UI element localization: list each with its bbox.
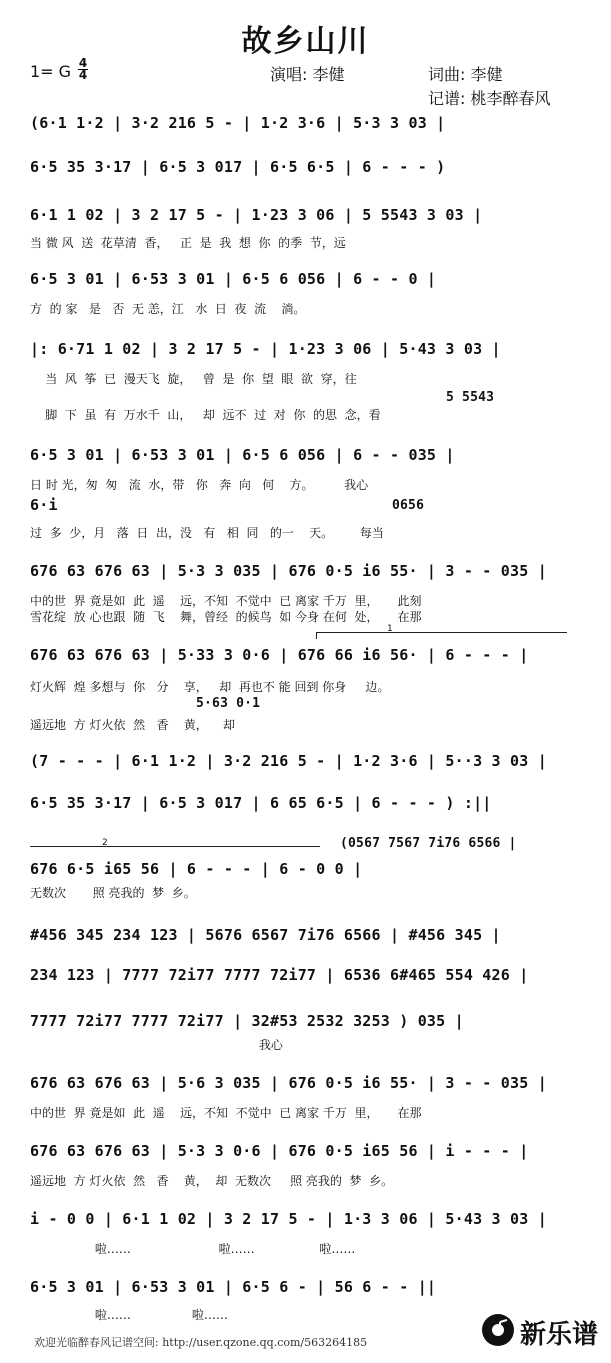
notation-line [30,926,611,958]
notation-text: (6·1 1·2 | 3·2 216 5 - | 1·2 3·6 | 5·3 3 03 | [30,114,446,132]
notation-text: 676 63 676 63 | 5·3 3 035 | 676 0·5 i6 55· | 3 - - 035 | [30,562,547,580]
lyric-line: 当 风 筝 已 漫天飞 旋， 曾 是 你 望 眼 欲 穿，往 [30,372,357,386]
logo-text: 新乐谱 [520,1320,599,1350]
lyric-line: 我心 [30,1038,283,1052]
notation-line [30,158,611,190]
notation-line [30,1074,611,1106]
notation-text: 6·i [30,496,58,514]
transcriber-credit: 记谱: 桃李醉春风 [428,89,551,108]
notation-text: #456 345 234 123 | 5676 6567 7i76 6566 | #456 345 | [30,926,501,944]
volta-first-ending [316,624,567,639]
notation-line [30,562,611,594]
notation-line [30,446,611,478]
notation-line [30,1210,611,1242]
notation-text: 6·5 3 01 | 6·53 3 01 | 6·5 6 - | 56 6 - - || [30,1278,437,1296]
lyric-line: 啦…… 啦…… [30,1308,228,1322]
time-signature-top: 4 [78,56,88,70]
music-disc-icon [480,1312,516,1348]
notation-text: 676 63 676 63 | 5·6 3 035 | 676 0·5 i6 55· | 3 - - 035 | [30,1074,547,1092]
volta-second-ending [30,838,320,853]
notation-text: i - 0 0 | 6·1 1 02 | 3 2 17 5 - | 1·3 3 06 | 5·43 3 03 | [30,1210,547,1228]
notation-line [30,114,611,146]
lyric-line: 遥远地 方 灯火依 然 香 黄， 却 [30,718,236,732]
notation-line [30,1142,611,1174]
lyric-line: 中的世 界 竟是如 此 遥 远，不知 不觉中 已 离家 千万 里， 在那 [30,1106,422,1120]
notation-line [30,752,611,784]
footer-credit: 欢迎光临醉春风记谱空间: http://user.qzone.qq.com/563264185 [34,1336,368,1349]
notation-text: (7 - - - | 6·1 1·2 | 3·2 216 5 - | 1·2 3·6 | 5··3 3 03 | [30,752,547,770]
composer-credit: 词曲: 李健 [428,65,503,84]
site-logo [480,1308,606,1356]
lyric-line: 方 的 家 是 否 无 恙，江 水 日 夜 流 淌。 [30,302,306,316]
notation-text: 234 123 | 7777 72i77 7777 72i77 | 6536 6#465 554 426 | [30,966,529,984]
notation-line [30,270,611,302]
notation-text: |: 6·71 1 02 | 3 2 17 5 - | 1·23 3 06 | 5·43 3 03 | [30,340,501,358]
notation-text: 6·5 3 01 | 6·53 3 01 | 6·5 6 056 | 6 - - 0 | [30,270,437,288]
time-signature [78,58,88,81]
notation-annotation: (0567 7567 7i76 6566 | [340,836,517,851]
notation-text: 6·5 35 3·17 | 6·5 3 017 | 6·5 6·5 | 6 - - - ) [30,158,446,176]
notation-text: 676 63 676 63 | 5·3 3 0·6 | 676 0·5 i65 56 | i - - - | [30,1142,529,1160]
notation-text: 6·1 1 02 | 3 2 17 5 - | 1·23 3 06 | 5 5543 3 03 | [30,206,483,224]
lyric-line: 无数次 照 亮我的 梦 乡。 [30,886,196,900]
notation-text: 676 63 676 63 | 5·33 3 0·6 | 676 66 i6 56· | 6 - - - | [30,646,529,664]
lyric-line: 脚 下 虽 有 万水千 山， 却 远不 过 对 你 的思 念，看 [30,408,381,422]
notation-line [30,646,611,678]
lyric-line: 灯火辉 煌 多想与 你 分 享， 却 再也不 能 回到 你身 边。 [30,680,390,694]
lyric-line: 当 微 风 送 花草清 香， 正 是 我 想 你 的季 节，远 [30,236,346,250]
lyric-line: 过 多 少，月 落 日 出，没 有 相 同 的一 天。 每当 [30,526,384,540]
volta-second-number: 2 [102,838,108,848]
notation-annotation: 5 5543 [446,390,495,405]
notation-text: 6·5 3 01 | 6·53 3 01 | 6·5 6 056 | 6 - - 035 | [30,446,455,464]
notation-text: 7777 72i77 7777 72i77 | 32#53 2532 3253 ) 035 | [30,1012,464,1030]
time-signature-bottom: 4 [78,68,88,82]
song-title: 故乡山川 [241,24,370,59]
notation-annotation: 0656 [392,498,425,513]
lyric-line: 啦…… 啦…… 啦…… [30,1242,356,1256]
lyric-line: 遥远地 方 灯火依 然 香 黄， 却 无数次 照 亮我的 梦 乡。 [30,1174,394,1188]
volta-first-number: 1 [387,624,393,634]
key-signature: 1= G [30,62,72,81]
notation-line [30,966,611,998]
singer-credit: 演唱: 李健 [270,65,345,84]
notation-annotation: 5·63 0·1 [196,696,261,711]
notation-text: 676 6·5 i65 56 | 6 - - - | 6 - 0 0 | [30,860,363,878]
lyric-line: 中的世 界 竟是如 此 遥 远，不知 不觉中 已 离家 千万 里， 此刻 [30,594,422,608]
lyric-line: 日 时 光，匆 匆 流 水，带 你 奔 向 何 方。 我心 [30,478,369,492]
lyric-line: 雪花绽 放 心也跟 随 飞 舞，曾经 的候鸟 如 今身 在何 处， 在那 [30,610,422,624]
notation-line [30,794,611,826]
notation-line [30,340,611,372]
notation-text: 6·5 35 3·17 | 6·5 3 017 | 6 65 6·5 | 6 - - - ) :|| [30,794,492,812]
